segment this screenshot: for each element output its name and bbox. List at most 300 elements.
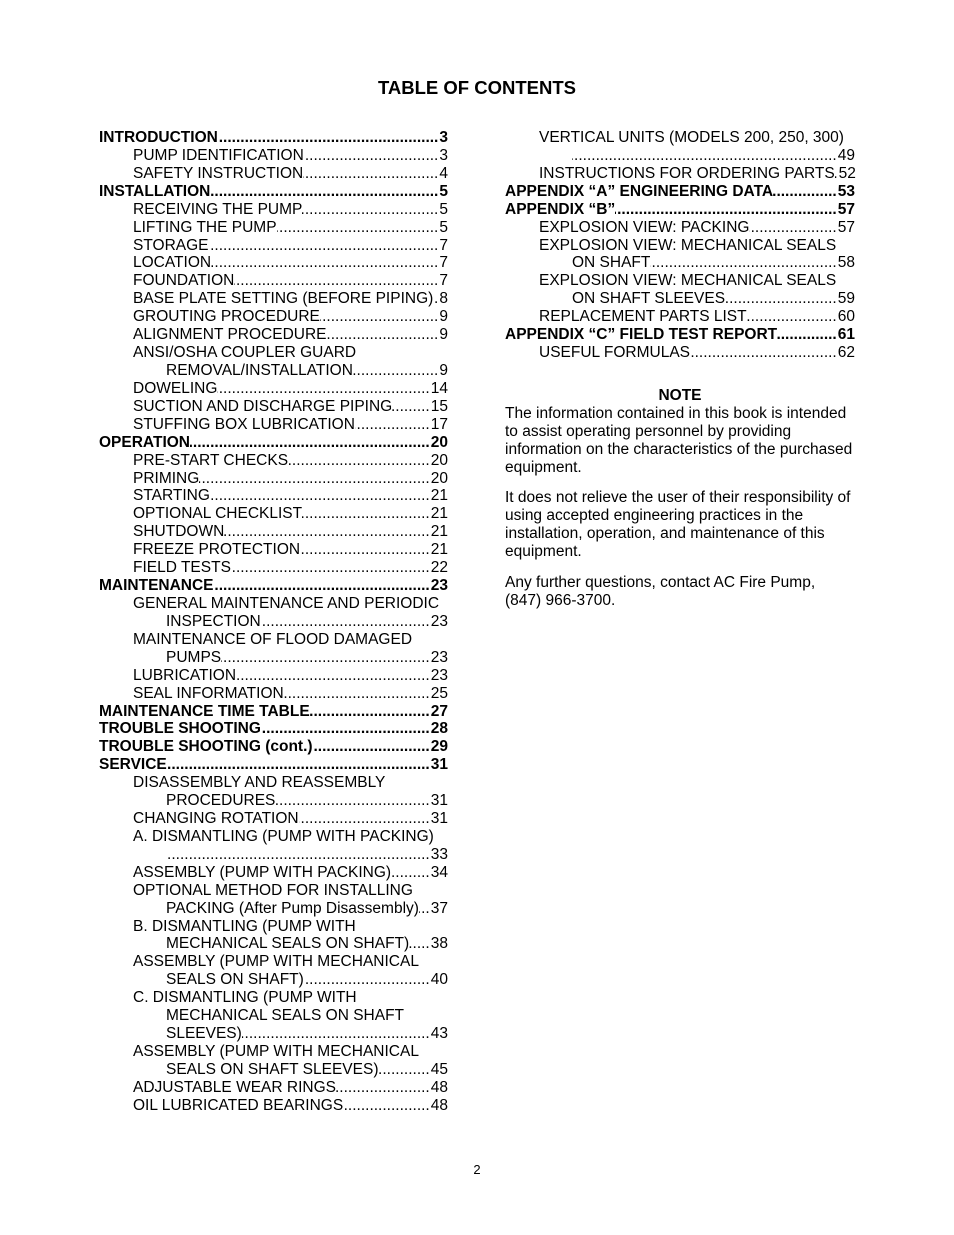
toc-section-entry: [99, 183, 448, 201]
toc-entry-line: [505, 147, 855, 165]
toc-page-number: 58: [837, 254, 855, 272]
toc-subsection-entry: [99, 918, 448, 954]
toc-left-column: [99, 129, 448, 1115]
toc-entry-line: [99, 416, 448, 434]
toc-dot-leader: [336, 1079, 431, 1097]
toc-dot-leader: [261, 720, 431, 738]
toc-entry-line: [99, 667, 448, 685]
toc-entry-line: [99, 703, 448, 721]
toc-entry-title: FIELD TESTS: [133, 559, 231, 577]
toc-subsection-entry: [99, 290, 448, 308]
toc-entry-line: [99, 882, 448, 900]
toc-entry-line: [99, 577, 448, 595]
toc-entry-line: [505, 272, 855, 290]
toc-entry-title: SHUTDOWN: [133, 523, 225, 541]
toc-entry-title: FOUNDATION: [133, 272, 235, 290]
toc-subsection-entry: [505, 129, 855, 165]
toc-page-number: 31: [430, 792, 448, 810]
toc-dot-leader: [572, 147, 838, 165]
toc-entry-line: [505, 290, 855, 308]
toc-page-number: 22: [430, 559, 448, 577]
toc-entry-line: [99, 523, 448, 541]
toc-entry-title: PUMP IDENTIFICATION: [133, 146, 304, 164]
toc-dot-leader: [166, 846, 431, 864]
toc-subsection-entry: [99, 595, 448, 631]
toc-subsection-entry: [99, 201, 448, 219]
note-paragraph-line: equipment.: [505, 458, 582, 476]
toc-entry-title: ADJUSTABLE WEAR RINGS: [133, 1078, 336, 1096]
toc-entry-line: [99, 1079, 448, 1097]
toc-dot-leader: [302, 505, 431, 523]
toc-subsection-entry: [99, 828, 448, 864]
toc-subsection-entry: [505, 219, 855, 237]
toc-section-entry: [99, 703, 448, 721]
toc-subsection-entry: [99, 452, 448, 470]
toc-entry-title: ASSEMBLY (PUMP WITH MECHANICAL: [133, 953, 419, 971]
toc-page-number: 8: [439, 290, 448, 308]
toc-page-number: 31: [430, 810, 448, 828]
toc-entry-title: FREEZE PROTECTION: [133, 541, 301, 559]
toc-page-number: 27: [430, 702, 448, 720]
toc-dot-leader: [304, 147, 440, 165]
toc-entry-title: INSTALLATION: [99, 182, 211, 200]
toc-dot-leader: [690, 344, 838, 362]
toc-subsection-entry: [99, 810, 448, 828]
toc-dot-leader: [409, 935, 431, 953]
toc-entry-line: [99, 487, 448, 505]
toc-page-number: 38: [430, 935, 448, 953]
toc-entry-title: STUFFING BOX LUBRICATION: [133, 415, 355, 433]
toc-dot-leader: [299, 810, 431, 828]
toc-entry-line: [99, 935, 448, 953]
toc-dot-leader: [392, 398, 431, 416]
toc-entry-title: ASSEMBLY (PUMP WITH PACKING): [133, 863, 392, 881]
toc-dot-leader: [378, 1061, 430, 1079]
toc-page-number: 9: [439, 308, 448, 326]
toc-entry-line: [99, 1097, 448, 1115]
toc-entry-title: INTRODUCTION: [99, 129, 218, 146]
toc-page-number: 9: [439, 326, 448, 344]
toc-entry-line: [99, 559, 448, 577]
note-section: [505, 387, 855, 610]
toc-subsection-entry: [99, 254, 448, 272]
toc-entry-line: [99, 1061, 448, 1079]
toc-entry-title: ON SHAFT: [572, 254, 651, 272]
toc-page-number: 7: [439, 272, 448, 290]
toc-entry-line: [99, 452, 448, 470]
toc-entry-title: INSTRUCTIONS FOR ORDERING PARTS: [539, 164, 835, 182]
toc-subsection-entry: [505, 344, 855, 362]
note-paragraph-line: to assist operating personnel by providing: [505, 422, 792, 440]
toc-entry-title: SUCTION AND DISCHARGE PIPING: [133, 397, 393, 415]
toc-page-number: 43: [430, 1025, 448, 1043]
toc-dot-leader: [725, 290, 838, 308]
toc-dot-leader: [242, 1025, 431, 1043]
toc-page-number: 62: [837, 344, 855, 362]
toc-dot-leader: [773, 183, 838, 201]
toc-entry-line: [99, 129, 448, 147]
toc-section-entry: [99, 129, 448, 147]
toc-dot-leader: [304, 971, 431, 989]
toc-dot-leader: [327, 326, 440, 344]
toc-page-number: 7: [439, 236, 448, 254]
toc-page-number: 14: [430, 379, 448, 397]
toc-entry-line: [99, 237, 448, 255]
toc-entry-title: OIL LUBRICATED BEARINGS: [133, 1096, 344, 1114]
toc-page-number: 5: [439, 200, 448, 218]
toc-subsection-entry: [99, 989, 448, 1043]
toc-entry-line: [99, 971, 448, 989]
toc-entry-line: [99, 1025, 448, 1043]
toc-page-number: 15: [430, 397, 448, 415]
note-paragraph: [505, 489, 855, 561]
toc-entry-title: GROUTING PROCEDURE: [133, 308, 320, 326]
toc-dot-leader: [650, 254, 837, 272]
toc-page-number: 3: [439, 129, 448, 146]
toc-entry-line: [99, 989, 448, 1007]
toc-entry-title: OPERATION: [99, 433, 190, 451]
toc-entry-line: [99, 344, 448, 362]
toc-entry-title: ANSI/OSHA COUPLER GUARD: [133, 344, 357, 362]
toc-dot-leader: [218, 129, 440, 147]
toc-entry-line: [99, 380, 448, 398]
toc-entry-title: ALIGNMENT PROCEDURE: [133, 326, 327, 344]
toc-entry-title: TROUBLE SHOOTING: [99, 720, 261, 738]
toc-entry-line: [99, 738, 448, 756]
note-paragraph-line: information on the characteristics of the purchased: [505, 440, 853, 458]
toc-dot-leader: [190, 434, 431, 452]
toc-entry-title: SERVICE: [99, 756, 167, 774]
toc-entry-line: [505, 219, 855, 237]
toc-entry-title: REPLACEMENT PARTS LIST: [539, 308, 747, 326]
toc-subsection-entry: [99, 559, 448, 577]
toc-page-number: 52: [838, 164, 856, 182]
toc-page-number: 17: [430, 415, 448, 433]
toc-section-entry: [99, 756, 448, 774]
toc-entry-line: [99, 774, 448, 792]
toc-subsection-entry: [99, 505, 448, 523]
toc-subsection-entry: [99, 1079, 448, 1097]
toc-section-entry: [505, 326, 855, 344]
toc-entry-line: [505, 344, 855, 362]
toc-subsection-entry: [99, 237, 448, 255]
note-paragraph-line: using accepted engineering practices in the: [505, 507, 804, 525]
toc-page-number: 21: [430, 523, 448, 541]
toc-entry-line: [99, 685, 448, 703]
toc-entry-line: [99, 1043, 448, 1061]
toc-dot-leader: [217, 380, 430, 398]
toc-subsection-entry: [505, 237, 855, 273]
toc-entry-title: B. DISMANTLING (PUMP WITH: [133, 917, 356, 935]
toc-page-number: 20: [430, 433, 448, 451]
toc-entry-title: APPENDIX “A” ENGINEERING DATA: [505, 182, 774, 200]
toc-subsection-entry: [99, 272, 448, 290]
toc-entry-line: [99, 290, 448, 308]
note-paragraph-line: equipment.: [505, 543, 582, 561]
toc-entry-line: [99, 147, 448, 165]
toc-entry-line: [99, 595, 448, 613]
toc-section-entry: [99, 720, 448, 738]
toc-entry-title: OPTIONAL METHOD FOR INSTALLING: [133, 881, 413, 899]
toc-entry-title: MAINTENANCE: [99, 577, 214, 595]
toc-subsection-entry: [505, 272, 855, 308]
toc-entry-title: PROCEDURES: [166, 792, 276, 810]
toc-entry-line: [99, 362, 448, 380]
toc-entry-title: PRIMING: [133, 469, 200, 487]
toc-page-number: 60: [837, 308, 855, 326]
toc-entry-line: [99, 398, 448, 416]
toc-entry-title: USEFUL FORMULAS: [539, 344, 691, 362]
toc-page-number: 21: [430, 487, 448, 505]
toc-page-number: 20: [430, 451, 448, 469]
toc-page-number: 59: [837, 290, 855, 308]
toc-entry-title: A. DISMANTLING (PUMP WITH PACKING): [133, 827, 434, 845]
toc-dot-leader: [199, 470, 430, 488]
toc-subsection-entry: [99, 523, 448, 541]
toc-entry-line: [99, 918, 448, 936]
toc-page-number: 23: [430, 648, 448, 666]
toc-entry-line: [99, 541, 448, 559]
note-heading: NOTE: [658, 387, 702, 404]
toc-entry-title: SLEEVES): [166, 1025, 242, 1043]
toc-entry-title: MECHANICAL SEALS ON SHAFT: [166, 1007, 405, 1025]
toc-entry-title: SAFETY INSTRUCTION: [133, 164, 304, 182]
toc-dot-leader: [302, 201, 439, 219]
toc-entry-line: [99, 756, 448, 774]
note-paragraph: [505, 574, 855, 610]
toc-entry-line: [99, 165, 448, 183]
toc-subsection-entry: [99, 487, 448, 505]
toc-entry-title: RECEIVING THE PUMP: [133, 200, 303, 218]
toc-dot-leader: [284, 685, 431, 703]
toc-dot-leader: [353, 362, 439, 380]
page-number: 2: [473, 1162, 481, 1177]
toc-entry-title: GENERAL MAINTENANCE AND PERIODIC: [133, 594, 440, 612]
toc-entry-title: INSPECTION: [166, 612, 261, 630]
toc-entry-line: [99, 864, 448, 882]
toc-dot-leader: [313, 738, 431, 756]
toc-entry-title: EXPLOSION VIEW: MECHANICAL SEALS: [539, 236, 837, 254]
toc-subsection-entry: [99, 219, 448, 237]
toc-subsection-entry: [99, 882, 448, 918]
toc-page-number: 9: [439, 361, 448, 379]
toc-dot-leader: [300, 541, 431, 559]
toc-entry-line: [99, 470, 448, 488]
toc-section-entry: [99, 738, 448, 756]
toc-entry-line: [99, 201, 448, 219]
toc-page-number: 45: [430, 1060, 448, 1078]
toc-entry-line: [505, 326, 855, 344]
toc-entry-line: [99, 308, 448, 326]
toc-page-number: 53: [837, 182, 855, 200]
toc-entry-title: SEAL INFORMATION: [133, 684, 284, 702]
toc-entry-title: TROUBLE SHOOTING (cont.): [99, 738, 313, 756]
toc-subsection-entry: [99, 685, 448, 703]
toc-entry-line: [99, 272, 448, 290]
toc-dot-leader: [288, 452, 431, 470]
page-title: TABLE OF CONTENTS: [377, 77, 576, 98]
toc-page-number: 48: [430, 1096, 448, 1114]
toc-entry-title: PRE-START CHECKS: [133, 451, 289, 469]
toc-section-entry: [99, 434, 448, 452]
toc-entry-title: MECHANICAL SEALS ON SHAFT): [166, 935, 410, 953]
toc-subsection-entry: [99, 165, 448, 183]
toc-dot-leader: [419, 900, 431, 918]
toc-entry-line: [99, 953, 448, 971]
toc-subsection-entry: [99, 308, 448, 326]
toc-page-number: 23: [430, 666, 448, 684]
toc-subsection-entry: [99, 416, 448, 434]
note-paragraph-line: The information contained in this book is intended: [505, 404, 847, 422]
toc-entry-title: SEALS ON SHAFT): [166, 971, 304, 989]
toc-dot-leader: [310, 703, 431, 721]
toc-dot-leader: [210, 487, 431, 505]
toc-subsection-entry: [505, 308, 855, 326]
toc-entry-title: MAINTENANCE OF FLOOD DAMAGED: [133, 630, 413, 648]
toc-dot-leader: [275, 792, 430, 810]
toc-dot-leader: [210, 183, 439, 201]
toc-page-number: 25: [430, 684, 448, 702]
toc-subsection-entry: [99, 541, 448, 559]
toc-page-number: 49: [837, 146, 855, 164]
toc-section-entry: [99, 577, 448, 595]
toc-entry-title: MAINTENANCE TIME TABLE: [99, 702, 310, 720]
toc-entry-line: [99, 434, 448, 452]
toc-entry-title: CHANGING ROTATION: [133, 810, 299, 828]
toc-subsection-entry: [99, 1043, 448, 1079]
toc-page-number: 3: [439, 146, 448, 164]
toc-dot-leader: [211, 254, 439, 272]
toc-page-number: 23: [430, 577, 448, 595]
toc-page-number: 33: [430, 845, 448, 863]
toc-entry-line: [99, 810, 448, 828]
toc-subsection-entry: [505, 165, 855, 183]
toc-dot-leader: [236, 667, 431, 685]
toc-section-entry: [505, 183, 855, 201]
toc-entry-title: DISASSEMBLY AND REASSEMBLY: [133, 774, 386, 792]
toc-entry-title: EXPLOSION VIEW: MECHANICAL SEALS: [539, 272, 837, 290]
toc-subsection-entry: [99, 667, 448, 685]
toc-page-number: 57: [837, 218, 855, 236]
toc-entry-line: [99, 613, 448, 631]
toc-page-number: 5: [439, 182, 448, 200]
toc-entry-title: LOCATION: [133, 254, 212, 272]
toc-page-number: 7: [439, 254, 448, 272]
toc-entry-title: SEALS ON SHAFT SLEEVES): [166, 1060, 379, 1078]
toc-subsection-entry: [99, 326, 448, 344]
toc-dot-leader: [214, 577, 431, 595]
toc-dot-leader: [221, 649, 431, 667]
toc-subsection-entry: [99, 147, 448, 165]
toc-entry-title: STARTING: [133, 487, 210, 505]
toc-subsection-entry: [99, 953, 448, 989]
toc-dot-leader: [303, 165, 439, 183]
toc-dot-leader: [749, 219, 837, 237]
toc-entry-line: [99, 649, 448, 667]
toc-dot-leader: [355, 416, 431, 434]
toc-entry-line: [99, 792, 448, 810]
toc-entry-line: [99, 254, 448, 272]
toc-entry-line: [99, 505, 448, 523]
toc-entry-title: APPENDIX “B”: [505, 200, 616, 218]
toc-page-number: 28: [430, 720, 448, 738]
toc-page-number: 21: [430, 505, 448, 523]
toc-page-number: 23: [430, 612, 448, 630]
toc-entry-line: [99, 219, 448, 237]
toc-page-number: 57: [837, 200, 855, 218]
note-paragraph-line: Any further questions, contact AC Fire Pump,: [505, 574, 816, 592]
toc-entry-line: [505, 201, 855, 219]
toc-page-number: 37: [430, 899, 448, 917]
toc-entry-title: APPENDIX “C” FIELD TEST REPORT: [505, 326, 778, 344]
toc-entry-title: EXPLOSION VIEW: PACKING: [539, 218, 750, 236]
toc-entry-line: [505, 254, 855, 272]
toc-entry-line: [99, 1007, 448, 1025]
toc-dot-leader: [777, 326, 838, 344]
toc-page-number: 29: [430, 738, 448, 756]
toc-page-number: 5: [439, 218, 448, 236]
toc-dot-leader: [167, 756, 431, 774]
toc-subsection-entry: [99, 864, 448, 882]
toc-entry-line: [505, 165, 855, 183]
toc-entry-line: [99, 631, 448, 649]
toc-entry-line: [505, 129, 855, 147]
toc-page-number: 34: [430, 863, 448, 881]
toc-dot-leader: [209, 237, 440, 255]
toc-page-number: 20: [430, 469, 448, 487]
toc-dot-leader: [320, 308, 440, 326]
toc-entry-title: PACKING (After Pump Disassembly): [166, 899, 419, 917]
toc-dot-leader: [261, 613, 431, 631]
toc-dot-leader: [234, 272, 439, 290]
toc-entry-line: [99, 828, 448, 846]
toc-dot-leader: [747, 308, 838, 326]
toc-subsection-entry: [99, 774, 448, 810]
toc-entry-title: ON SHAFT SLEEVES: [572, 290, 726, 308]
toc-entry-line: [99, 183, 448, 201]
toc-subsection-entry: [99, 344, 448, 380]
toc-subsection-entry: [99, 470, 448, 488]
toc-entry-line: [99, 326, 448, 344]
toc-entry-title: LUBRICATION: [133, 666, 237, 684]
toc-entry-title: LIFTING THE PUMP: [133, 218, 277, 236]
toc-dot-leader: [615, 201, 838, 219]
toc-right-column: [505, 129, 855, 362]
toc-section-entry: [505, 201, 855, 219]
note-paragraph-line: installation, operation, and maintenance of this: [505, 525, 825, 543]
toc-entry-title: VERTICAL UNITS (MODELS 200, 250, 300): [539, 129, 844, 146]
toc-dot-leader: [231, 559, 431, 577]
toc-page-number: 21: [430, 541, 448, 559]
toc-dot-leader: [277, 219, 440, 237]
toc-subsection-entry: [99, 1097, 448, 1115]
toc-page-number: 4: [439, 164, 448, 182]
toc-page-number: 48: [430, 1078, 448, 1096]
toc-entry-title: ASSEMBLY (PUMP WITH MECHANICAL: [133, 1043, 419, 1061]
toc-entry-line: [99, 900, 448, 918]
toc-entry-title: STORAGE: [133, 236, 209, 254]
toc-entry-title: BASE PLATE SETTING (BEFORE PIPING): [133, 290, 434, 308]
toc-entry-title: REMOVAL/INSTALLATION: [166, 361, 353, 379]
toc-dot-leader: [391, 864, 431, 882]
toc-entry-line: [99, 846, 448, 864]
note-paragraph-line: (847) 966-3700.: [505, 591, 616, 609]
toc-dot-leader: [343, 1097, 431, 1115]
note-paragraph-line: It does not relieve the user of their responsibility of: [505, 489, 851, 507]
toc-subsection-entry: [99, 398, 448, 416]
toc-entry-line: [505, 308, 855, 326]
toc-page-number: 40: [430, 971, 448, 989]
